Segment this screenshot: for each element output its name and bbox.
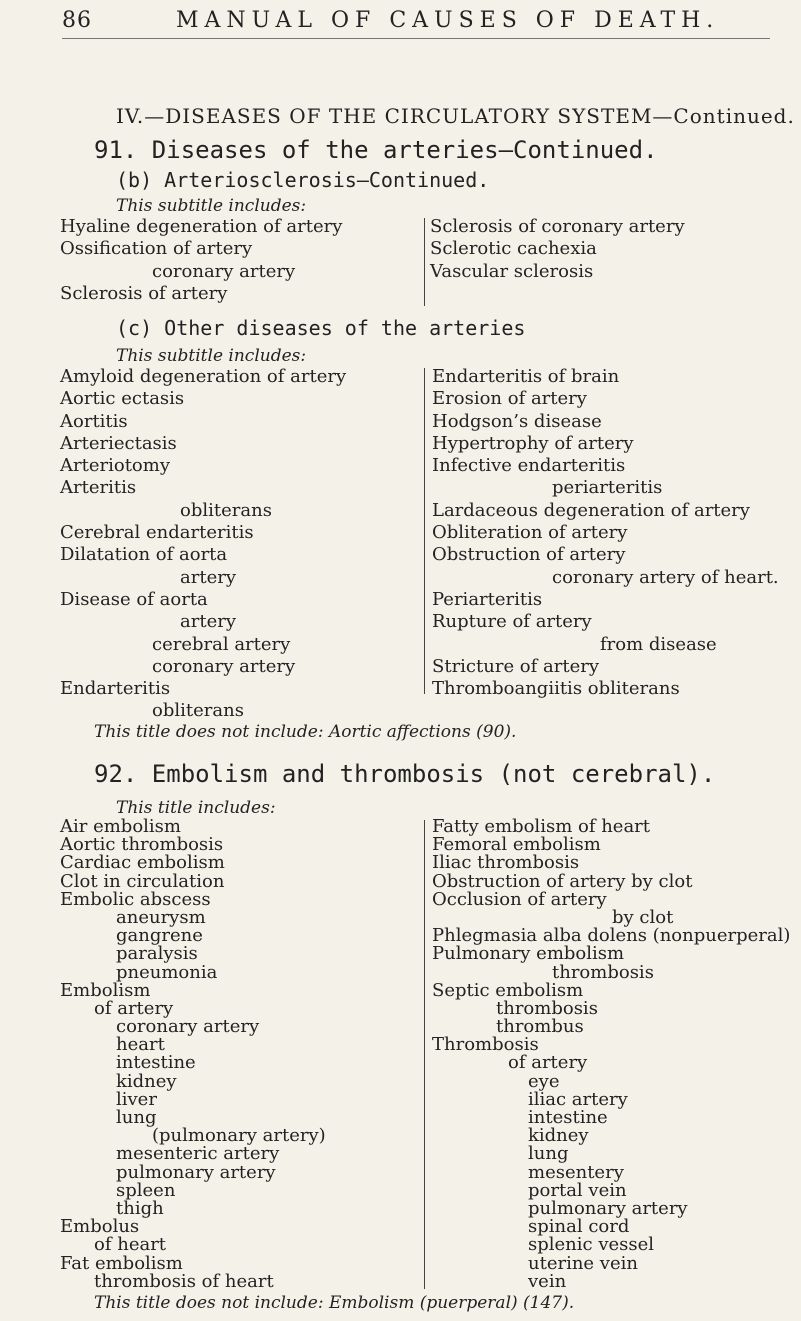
list-item: Stricture of artery xyxy=(432,655,600,677)
list-item: Aortic ectasis xyxy=(60,388,185,410)
list-item: Periarteritis xyxy=(432,588,543,610)
list-item: portal vein xyxy=(528,1179,627,1201)
list-item: obliterans xyxy=(152,700,244,722)
list-item: Fat embolism xyxy=(60,1252,183,1274)
list-item: Dilatation of aorta xyxy=(60,544,228,566)
list-item: heart xyxy=(116,1034,165,1056)
list-item: Embolus xyxy=(60,1216,140,1238)
list-item: artery xyxy=(180,611,236,633)
list-item: intestine xyxy=(528,1107,608,1128)
list-item: Occlusion of artery xyxy=(432,888,607,910)
list-item: Arteriectasis xyxy=(60,432,177,454)
list-item: Obstruction of artery xyxy=(432,544,626,566)
list-item: (pulmonary artery) xyxy=(152,1125,326,1147)
list-item: Pulmonary embolism xyxy=(432,943,625,965)
list-item: Thrombosis xyxy=(432,1034,539,1056)
list-item: of heart xyxy=(94,1234,167,1256)
list-item: splenic vessel xyxy=(528,1234,655,1256)
list-item: thigh xyxy=(116,1197,164,1219)
section-heading: IV.—DISEASES OF THE CIRCULATORY SYSTEM—Continued. xyxy=(116,104,795,128)
list-item: aneurysm xyxy=(116,906,206,928)
exclusion-note-92: This title does not include: Embolism (puerperal) (147). xyxy=(94,1293,575,1313)
list-item: Ossification of artery xyxy=(60,238,253,260)
list-item: lung xyxy=(116,1107,157,1128)
list-item: Aortic thrombosis xyxy=(60,834,224,856)
list-item: Disease of aorta xyxy=(60,588,208,610)
list-item: Hypertrophy of artery xyxy=(432,432,634,454)
list-item: kidney xyxy=(116,1070,177,1092)
list-item: mesenteric artery xyxy=(116,1143,280,1165)
subheading-c: (c) Other diseases of the arteries xyxy=(116,316,526,340)
list-item: Phlegmasia alba dolens (nonpuerperal) xyxy=(432,925,791,947)
running-title: MANUAL OF CAUSES OF DEATH. xyxy=(176,8,720,33)
list-item: paralysis xyxy=(116,943,198,965)
list-c-right xyxy=(432,366,779,700)
heading-91: 91. Diseases of the arteries—Continued. xyxy=(94,136,658,164)
list-item: Air embolism xyxy=(60,816,181,837)
subheading-b: (b) Arteriosclerosis—Continued. xyxy=(116,168,490,192)
list-item: Hyaline degeneration of artery xyxy=(60,216,343,237)
heading-92: 92. Embolism and thrombosis (not cerebral). xyxy=(94,760,716,788)
list-item: Erosion of artery xyxy=(432,388,587,410)
list-item: obliterans xyxy=(180,499,272,521)
list-item: Vascular sclerosis xyxy=(430,260,594,282)
list-item: spleen xyxy=(116,1179,176,1201)
list-item: Arteriotomy xyxy=(60,455,170,477)
list-item: Femoral embolism xyxy=(432,834,601,856)
list-92-right xyxy=(432,818,790,1291)
list-item: thrombus xyxy=(496,1016,584,1038)
list-item: thrombosis xyxy=(496,997,598,1019)
list-item: pulmonary artery xyxy=(528,1197,688,1219)
list-item: spinal cord xyxy=(528,1216,630,1238)
list-item: coronary artery xyxy=(152,655,296,677)
list-item: Obstruction of artery by clot xyxy=(432,870,693,892)
list-b-right xyxy=(430,216,685,283)
list-item: Embolism xyxy=(60,979,151,1001)
list-item: coronary artery of heart. xyxy=(552,566,779,588)
list-item: Thromboangiitis obliterans xyxy=(432,678,680,700)
list-item: Embolic abscess xyxy=(60,888,211,910)
list-item: thrombosis of heart xyxy=(94,1270,274,1292)
list-item: Aortitis xyxy=(60,410,128,432)
list-item: by clot xyxy=(612,906,674,928)
list-item: Cardiac embolism xyxy=(60,852,225,874)
list-item: cerebral artery xyxy=(152,633,291,655)
list-item: Septic embolism xyxy=(432,979,584,1001)
list-item: Cerebral endarteritis xyxy=(60,522,254,544)
list-item: vein xyxy=(528,1270,567,1292)
list-item: Sclerosis of artery xyxy=(60,282,228,304)
list-c-left xyxy=(60,366,346,723)
list-item: uterine vein xyxy=(528,1252,638,1274)
includes-label-c: This subtitle includes: xyxy=(116,346,307,366)
list-item: Arteritis xyxy=(60,477,137,499)
list-item: coronary artery xyxy=(116,1016,260,1038)
list-item: intestine xyxy=(116,1052,196,1074)
list-item: Iliac thrombosis xyxy=(432,852,580,874)
list-item: Endarteritis of brain xyxy=(432,366,620,387)
list-item: pulmonary artery xyxy=(116,1161,276,1183)
running-head xyxy=(62,4,782,36)
list-item: Lardaceous degeneration of artery xyxy=(432,499,750,521)
list-item: thrombosis xyxy=(552,961,654,983)
list-item: Infective endarteritis xyxy=(432,455,626,477)
list-item: Sclerotic cachexia xyxy=(430,238,597,260)
includes-label-b: This subtitle includes: xyxy=(116,196,307,216)
includes-label-92: This title includes: xyxy=(116,798,276,818)
list-item: iliac artery xyxy=(528,1088,628,1110)
list-item: Clot in circulation xyxy=(60,870,225,892)
list-item: lung xyxy=(528,1143,569,1165)
list-item: artery xyxy=(180,566,236,588)
list-item: from disease xyxy=(600,633,717,655)
column-divider xyxy=(424,820,425,1289)
exclusion-note-91: This title does not include: Aortic affections (90). xyxy=(94,722,517,742)
list-item: gangrene xyxy=(116,925,203,947)
column-divider xyxy=(424,368,425,694)
list-item: liver xyxy=(116,1088,157,1110)
list-92-left xyxy=(60,818,326,1291)
page-number: 86 xyxy=(62,8,92,33)
list-item: periarteritis xyxy=(552,477,663,499)
list-item: Amyloid degeneration of artery xyxy=(60,366,347,387)
list-item: Obliteration of artery xyxy=(432,522,628,544)
list-item: of artery xyxy=(94,997,174,1019)
list-b-left xyxy=(60,216,342,305)
list-item: kidney xyxy=(528,1125,589,1147)
list-item: Fatty embolism of heart xyxy=(432,816,651,837)
list-item: of artery xyxy=(508,1052,588,1074)
list-item: Endarteritis xyxy=(60,678,171,700)
list-item: pneumonia xyxy=(116,961,218,983)
list-item: Sclerosis of coronary artery xyxy=(430,216,685,237)
header-rule xyxy=(62,38,770,39)
list-item: coronary artery xyxy=(152,260,296,282)
list-item: eye xyxy=(528,1070,560,1092)
list-item: Hodgson’s disease xyxy=(432,410,602,432)
column-divider xyxy=(424,218,425,306)
list-item: mesentery xyxy=(528,1161,624,1183)
list-item: Rupture of artery xyxy=(432,611,592,633)
